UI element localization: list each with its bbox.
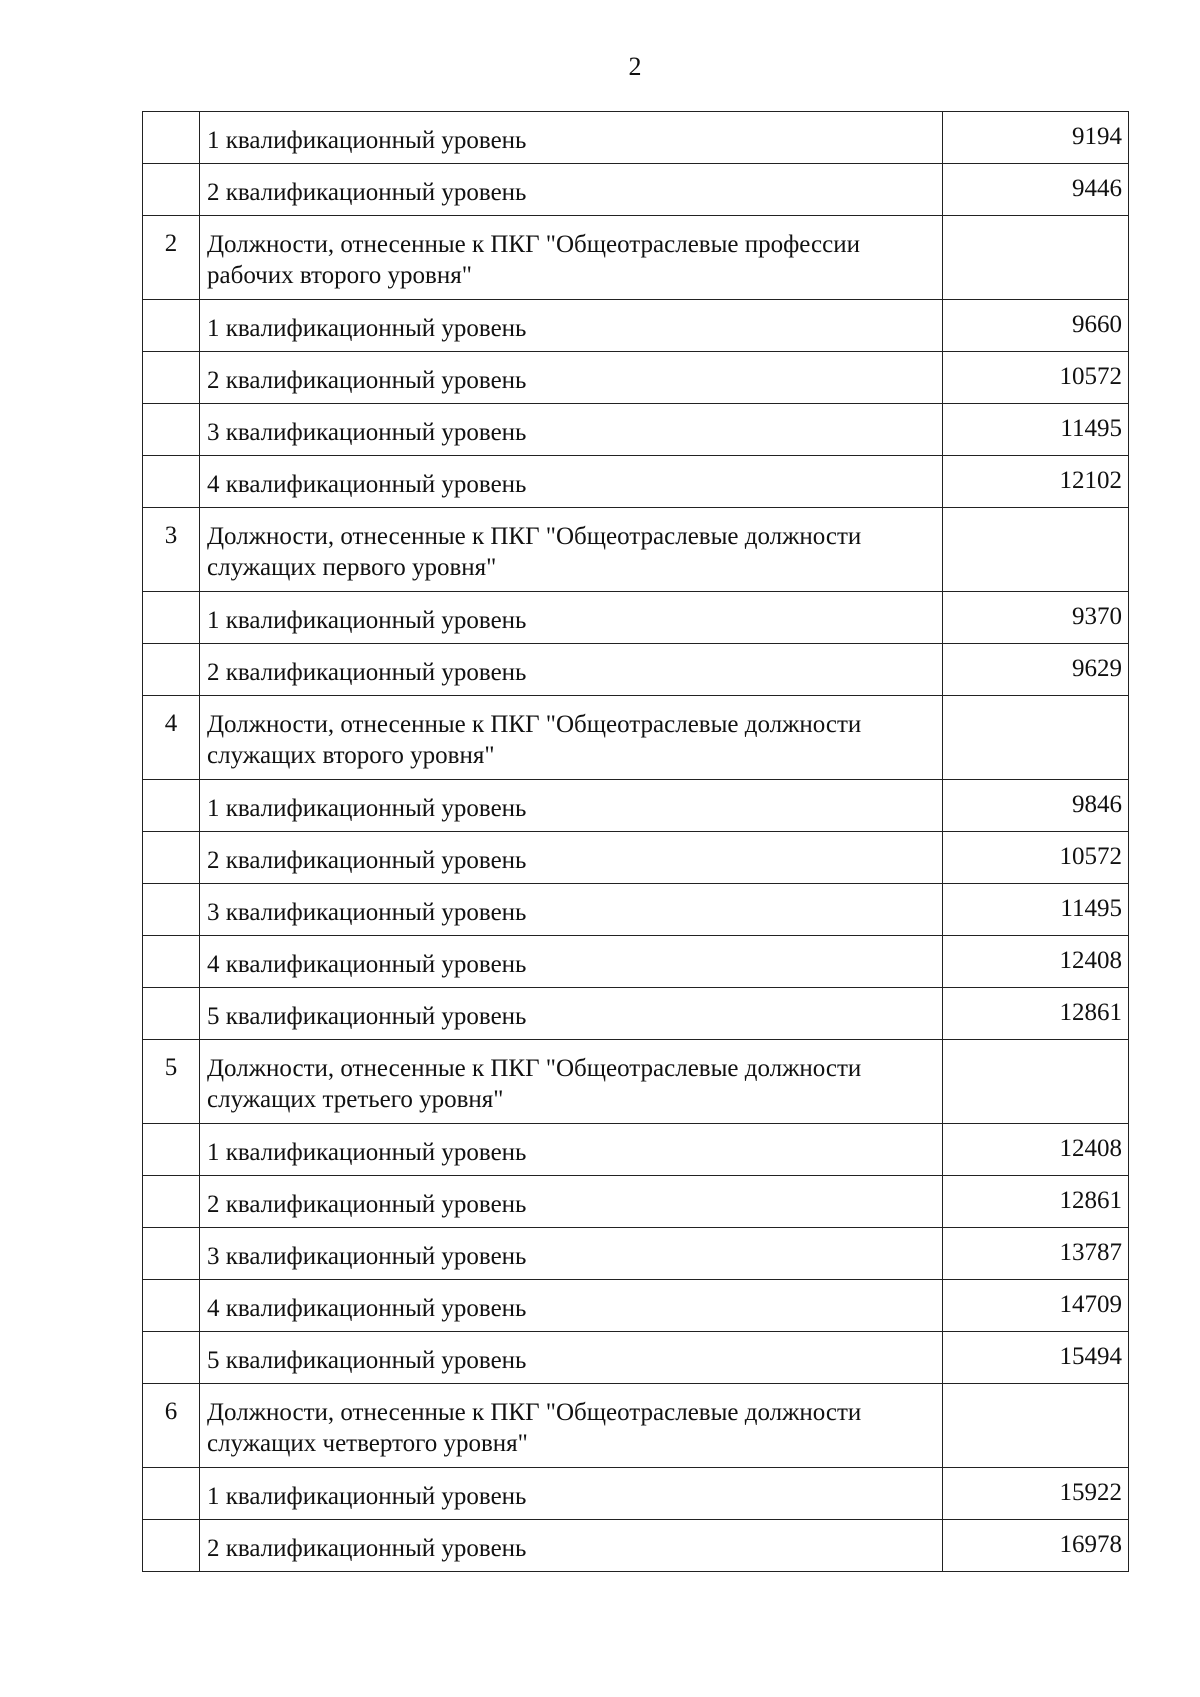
qualification-level-cell: 5 квалификационный уровень bbox=[200, 1332, 943, 1384]
salary-value-cell: 12861 bbox=[943, 988, 1129, 1040]
salary-value-cell: 11495 bbox=[943, 404, 1129, 456]
qualification-level-cell: 4 квалификационный уровень bbox=[200, 936, 943, 988]
row-number-cell: 6 bbox=[143, 1384, 200, 1468]
table-row bbox=[143, 1332, 1129, 1384]
qualification-level-cell: 5 квалификационный уровень bbox=[200, 988, 943, 1040]
salary-value-cell: 9629 bbox=[943, 644, 1129, 696]
salary-value-cell: 9194 bbox=[943, 112, 1129, 164]
salary-value-cell bbox=[943, 1040, 1129, 1124]
page-number: 2 bbox=[628, 52, 642, 81]
row-number-cell bbox=[143, 1124, 200, 1176]
table-row bbox=[143, 1520, 1129, 1572]
group-title-cell: Должности, отнесенные к ПКГ "Общеотраслевые должности служащих третьего уровня" bbox=[200, 1040, 943, 1124]
table-row bbox=[143, 456, 1129, 508]
table-row bbox=[143, 780, 1129, 832]
qualification-level-cell: 2 квалификационный уровень bbox=[200, 1520, 943, 1572]
row-number-cell bbox=[143, 456, 200, 508]
qualification-level-cell: 2 квалификационный уровень bbox=[200, 644, 943, 696]
row-number-cell bbox=[143, 592, 200, 644]
salary-value-cell: 10572 bbox=[943, 832, 1129, 884]
table-row bbox=[143, 988, 1129, 1040]
row-number-cell bbox=[143, 780, 200, 832]
row-number-cell bbox=[143, 404, 200, 456]
salary-value-cell bbox=[943, 696, 1129, 780]
qualification-level-cell: 1 квалификационный уровень bbox=[200, 592, 943, 644]
salary-value-cell: 10572 bbox=[943, 352, 1129, 404]
salary-value-cell: 12861 bbox=[943, 1176, 1129, 1228]
salary-value-cell bbox=[943, 216, 1129, 300]
salary-table bbox=[142, 111, 1129, 1572]
table-row bbox=[143, 884, 1129, 936]
row-number-cell: 2 bbox=[143, 216, 200, 300]
table-row bbox=[143, 644, 1129, 696]
row-number-cell bbox=[143, 884, 200, 936]
table-row bbox=[143, 1228, 1129, 1280]
qualification-level-cell: 2 квалификационный уровень bbox=[200, 832, 943, 884]
qualification-level-cell: 3 квалификационный уровень bbox=[200, 404, 943, 456]
salary-value-cell: 16978 bbox=[943, 1520, 1129, 1572]
qualification-level-cell: 2 квалификационный уровень bbox=[200, 164, 943, 216]
table-row bbox=[143, 300, 1129, 352]
row-number-cell bbox=[143, 1468, 200, 1520]
qualification-level-cell: 2 квалификационный уровень bbox=[200, 352, 943, 404]
qualification-level-cell: 1 квалификационный уровень bbox=[200, 780, 943, 832]
salary-value-cell: 12102 bbox=[943, 456, 1129, 508]
row-number-cell bbox=[143, 988, 200, 1040]
salary-value-cell bbox=[943, 508, 1129, 592]
salary-value-cell: 14709 bbox=[943, 1280, 1129, 1332]
salary-value-cell: 9446 bbox=[943, 164, 1129, 216]
table-row bbox=[143, 164, 1129, 216]
group-row bbox=[143, 696, 1129, 780]
group-row bbox=[143, 508, 1129, 592]
qualification-level-cell: 1 квалификационный уровень bbox=[200, 1124, 943, 1176]
row-number-cell bbox=[143, 832, 200, 884]
group-row bbox=[143, 1040, 1129, 1124]
row-number-cell: 3 bbox=[143, 508, 200, 592]
salary-value-cell: 15922 bbox=[943, 1468, 1129, 1520]
qualification-level-cell: 1 квалификационный уровень bbox=[200, 300, 943, 352]
table-row bbox=[143, 1176, 1129, 1228]
row-number-cell bbox=[143, 1520, 200, 1572]
table-row bbox=[143, 1468, 1129, 1520]
group-row bbox=[143, 216, 1129, 300]
salary-value-cell: 11495 bbox=[943, 884, 1129, 936]
qualification-level-cell: 1 квалификационный уровень bbox=[200, 1468, 943, 1520]
table-row bbox=[143, 832, 1129, 884]
row-number-cell bbox=[143, 164, 200, 216]
qualification-level-cell: 1 квалификационный уровень bbox=[200, 112, 943, 164]
group-row bbox=[143, 1384, 1129, 1468]
salary-value-cell: 12408 bbox=[943, 1124, 1129, 1176]
table-row bbox=[143, 1280, 1129, 1332]
row-number-cell bbox=[143, 352, 200, 404]
row-number-cell: 5 bbox=[143, 1040, 200, 1124]
group-title-cell: Должности, отнесенные к ПКГ "Общеотраслевые профессии рабочих второго уровня" bbox=[200, 216, 943, 300]
group-title-cell: Должности, отнесенные к ПКГ "Общеотраслевые должности служащих второго уровня" bbox=[200, 696, 943, 780]
qualification-level-cell: 4 квалификационный уровень bbox=[200, 456, 943, 508]
salary-value-cell: 9846 bbox=[943, 780, 1129, 832]
table-row bbox=[143, 352, 1129, 404]
salary-value-cell: 13787 bbox=[943, 1228, 1129, 1280]
row-number-cell bbox=[143, 1228, 200, 1280]
salary-value-cell: 12408 bbox=[943, 936, 1129, 988]
table-body bbox=[143, 112, 1129, 1572]
qualification-level-cell: 4 квалификационный уровень bbox=[200, 1280, 943, 1332]
qualification-level-cell: 2 квалификационный уровень bbox=[200, 1176, 943, 1228]
row-number-cell bbox=[143, 300, 200, 352]
table-row bbox=[143, 592, 1129, 644]
table-row bbox=[143, 404, 1129, 456]
row-number-cell bbox=[143, 936, 200, 988]
qualification-level-cell: 3 квалификационный уровень bbox=[200, 884, 943, 936]
table-row bbox=[143, 936, 1129, 988]
table-row bbox=[143, 1124, 1129, 1176]
qualification-level-cell: 3 квалификационный уровень bbox=[200, 1228, 943, 1280]
row-number-cell bbox=[143, 1280, 200, 1332]
row-number-cell bbox=[143, 1332, 200, 1384]
row-number-cell bbox=[143, 644, 200, 696]
salary-value-cell: 9370 bbox=[943, 592, 1129, 644]
table-row bbox=[143, 112, 1129, 164]
salary-value-cell bbox=[943, 1384, 1129, 1468]
row-number-cell: 4 bbox=[143, 696, 200, 780]
group-title-cell: Должности, отнесенные к ПКГ "Общеотраслевые должности служащих четвертого уровня" bbox=[200, 1384, 943, 1468]
salary-value-cell: 9660 bbox=[943, 300, 1129, 352]
salary-value-cell: 15494 bbox=[943, 1332, 1129, 1384]
row-number-cell bbox=[143, 1176, 200, 1228]
group-title-cell: Должности, отнесенные к ПКГ "Общеотраслевые должности служащих первого уровня" bbox=[200, 508, 943, 592]
row-number-cell bbox=[143, 112, 200, 164]
